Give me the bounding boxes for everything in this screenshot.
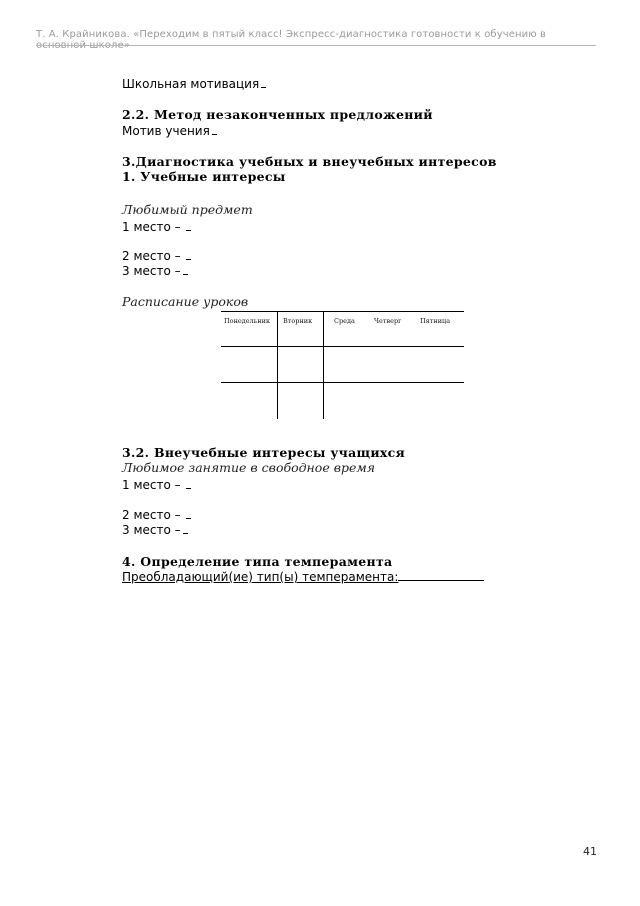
table-header-monday: Понедельник bbox=[224, 317, 271, 325]
subject-place-3-label: 3 место – bbox=[122, 264, 181, 278]
subject-place-2 bbox=[122, 249, 191, 263]
subject-place-3 bbox=[122, 264, 188, 278]
temperament-label: Преобладающий(ие) тип(ы) темперамента: bbox=[122, 570, 399, 584]
table-col-divider-1 bbox=[277, 311, 278, 419]
schedule-label: Расписание уроков bbox=[122, 294, 249, 309]
learning-motive-blank[interactable] bbox=[212, 124, 217, 135]
school-motivation-blank[interactable] bbox=[261, 77, 266, 88]
table-header-friday: Пятница bbox=[420, 317, 451, 325]
hobby-place-3 bbox=[122, 523, 188, 537]
unfinished-sentences-heading: 2.2. Метод незаконченных предложений bbox=[122, 107, 433, 122]
interests-heading: 3.Диагностика учебных и внеучебных интересов bbox=[122, 154, 497, 169]
free-time-label: Любимое занятие в свободное время bbox=[122, 460, 376, 475]
hobby-place-2 bbox=[122, 508, 191, 522]
school-motivation-label: Школьная мотивация bbox=[122, 77, 260, 91]
table-rule-top bbox=[221, 311, 464, 312]
academic-interests-heading: 1. Учебные интересы bbox=[122, 169, 286, 184]
subject-place-1-label: 1 место – bbox=[122, 220, 181, 234]
hobby-place-3-blank[interactable] bbox=[183, 523, 188, 534]
hobby-place-3-label: 3 место – bbox=[122, 523, 181, 537]
table-header-tuesday: Вторник bbox=[283, 317, 313, 325]
temperament-line bbox=[122, 570, 484, 584]
table-rule-2 bbox=[221, 382, 464, 383]
hobby-place-1 bbox=[122, 478, 191, 492]
page-number: 41 bbox=[583, 845, 597, 858]
schedule-table bbox=[221, 311, 464, 419]
running-header: Т. А. Крайникова. «Переходим в пятый класс! Экспресс-диагностика готовности к обучению в основной школе» bbox=[36, 29, 547, 51]
table-col-divider-2 bbox=[323, 311, 324, 419]
hobby-place-2-blank[interactable] bbox=[186, 508, 191, 519]
subject-place-1-blank[interactable] bbox=[186, 220, 191, 231]
temperament-blank[interactable] bbox=[398, 570, 484, 581]
subject-place-1 bbox=[122, 220, 191, 234]
learning-motive-line bbox=[122, 124, 217, 138]
header-divider bbox=[36, 45, 596, 46]
school-motivation-line bbox=[122, 77, 266, 91]
learning-motive-label: Мотив учения bbox=[122, 124, 210, 138]
table-header-wednesday: Среда bbox=[334, 317, 355, 325]
extracurricular-heading: 3.2. Внеучебные интересы учащихся bbox=[122, 445, 406, 460]
hobby-place-1-blank[interactable] bbox=[186, 478, 191, 489]
table-rule-1 bbox=[221, 346, 464, 347]
subject-place-3-blank[interactable] bbox=[183, 264, 188, 275]
temperament-heading: 4. Определение типа темперамента bbox=[122, 554, 393, 569]
table-header-thursday: Четверг bbox=[374, 317, 402, 325]
favorite-subject-label: Любимый предмет bbox=[122, 202, 253, 217]
hobby-place-2-label: 2 место – bbox=[122, 508, 181, 522]
hobby-place-1-label: 1 место – bbox=[122, 478, 181, 492]
subject-place-2-label: 2 место – bbox=[122, 249, 181, 263]
subject-place-2-blank[interactable] bbox=[186, 249, 191, 260]
